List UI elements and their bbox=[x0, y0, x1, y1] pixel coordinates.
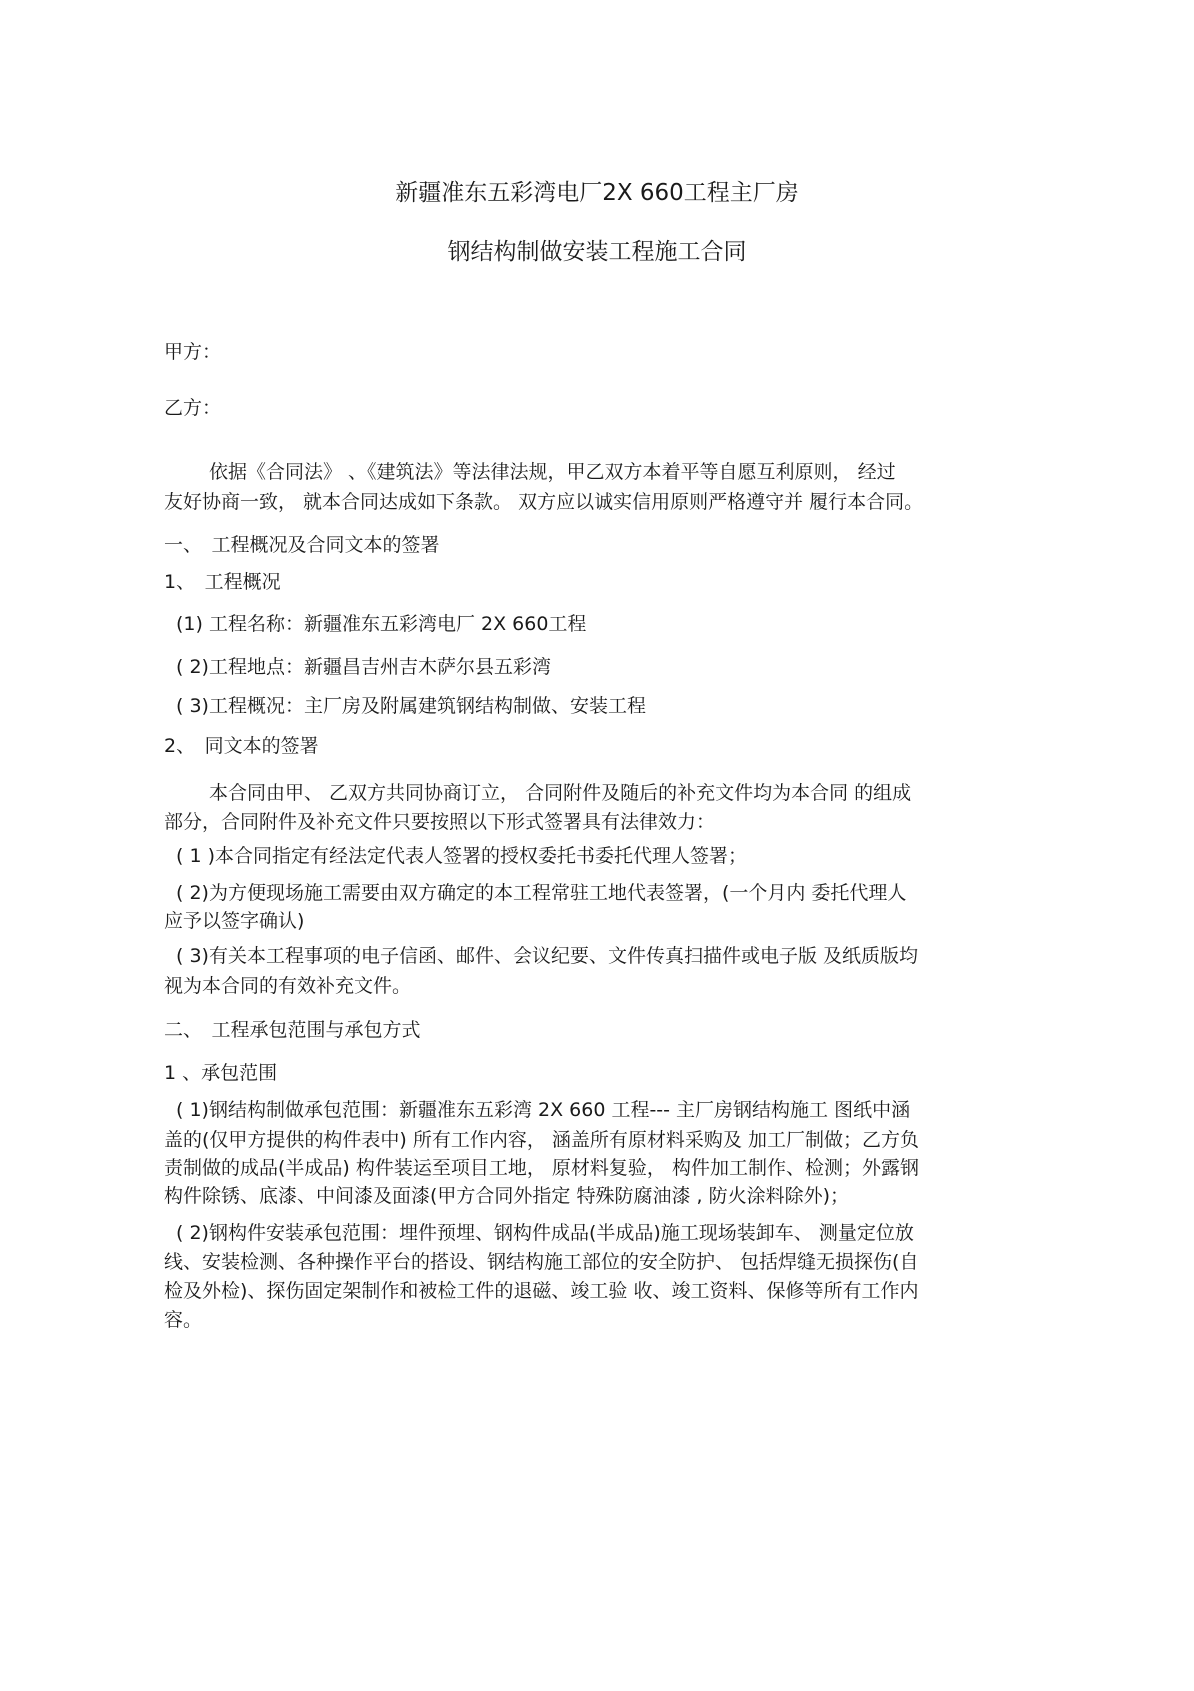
scope-line: 责制做的成品(半成品) 构件装运至项目工地， 原材料复验， 构件加工制作、检测；外露钢 bbox=[164, 1157, 919, 1179]
signing-item: ( 3)有关本工程事项的电子信函、邮件、会议纪要、文件传真扫描件或电子版 及纸质版均 bbox=[176, 945, 918, 967]
document-title-line-2: 钢结构制做安装工程施工合同 bbox=[447, 239, 747, 265]
signing-item: 应予以签字确认) bbox=[164, 910, 305, 932]
project-item: ( 3)工程概况：主厂房及附属建筑钢结构制做、安装工程 bbox=[176, 695, 646, 717]
party-b-label: 乙方： bbox=[164, 397, 222, 419]
scope-line: 检及外检)、探伤固定架制作和被检工件的退磁、竣工验 收、竣工资料、保修等所有工作内 bbox=[164, 1280, 919, 1302]
party-a-label: 甲方： bbox=[164, 341, 222, 363]
section-1-heading: 一、 工程概况及合同文本的签署 bbox=[164, 534, 440, 556]
section-2-sub-1-heading: 1 、承包范围 bbox=[164, 1062, 278, 1084]
scope-line: 线、安装检测、各种操作平台的搭设、钢结构施工部位的安全防护、 包括焊缝无损探伤(自 bbox=[164, 1251, 919, 1273]
scope-line: 容。 bbox=[164, 1309, 203, 1331]
scope-line: 构件除锈、底漆、中间漆及面漆(甲方合同外指定 特殊防腐油漆 , 防火涂料除外)； bbox=[164, 1185, 849, 1207]
signing-item: ( 2)为方便现场施工需要由双方确定的本工程常驻工地代表签署，(一个月内 委托代理人 bbox=[176, 882, 907, 904]
signing-item: ( 1 )本合同指定有经法定代表人签署的授权委托书委托代理人签署； bbox=[176, 845, 747, 867]
signing-paragraph-line: 部分，合同附件及补充文件只要按照以下形式签署具有法律效力： bbox=[164, 811, 716, 833]
section-1-sub-1-heading: 1、 工程概况 bbox=[164, 571, 281, 593]
scope-line: ( 1)钢结构制做承包范围：新疆准东五彩湾 2X 660 工程--- 主厂房钢结构施工 图纸中涵 bbox=[176, 1099, 911, 1121]
signing-paragraph-line: 本合同由甲、 乙双方共同协商订立， 合同附件及随后的补充文件均为本合同 的组成 bbox=[209, 782, 912, 804]
project-item: (1) 工程名称：新疆准东五彩湾电厂 2X 660工程 bbox=[176, 613, 587, 635]
preamble-line: 依据《合同法》 、《建筑法》等法律法规，甲乙双方本着平等自愿互利原则， 经过 bbox=[209, 461, 896, 483]
scope-line: ( 2)钢构件安装承包范围：埋件预埋、钢构件成品(半成品)施工现场装卸车、 测量定位放 bbox=[176, 1222, 914, 1244]
preamble-line: 友好协商一致， 就本合同达成如下条款。 双方应以诚实信用原则严格遵守并 履行本合同。 bbox=[164, 491, 924, 513]
section-2-heading: 二、 工程承包范围与承包方式 bbox=[164, 1019, 421, 1041]
document-title-line-1: 新疆准东五彩湾电厂2X 660工程主厂房 bbox=[395, 180, 799, 206]
signing-item: 视为本合同的有效补充文件。 bbox=[164, 975, 412, 997]
scope-line: 盖的(仅甲方提供的构件表中) 所有工作内容， 涵盖所有原材料采购及 加工厂制做；乙方负 bbox=[164, 1129, 919, 1151]
section-1-sub-2-heading: 2、 同文本的签署 bbox=[164, 735, 319, 757]
project-item: ( 2)工程地点：新疆昌吉州吉木萨尔县五彩湾 bbox=[176, 656, 551, 678]
